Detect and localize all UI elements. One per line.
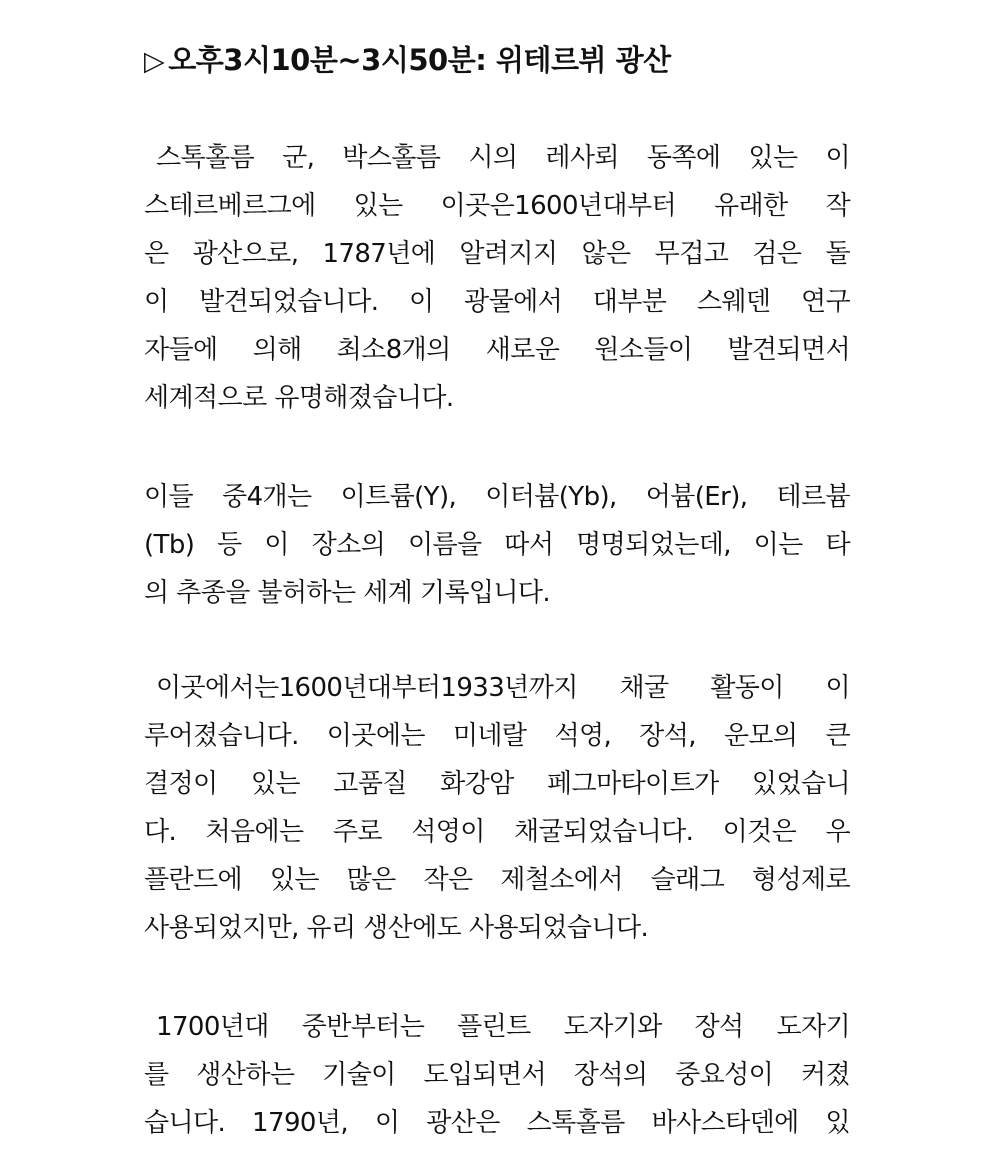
paragraph-line: 사용되었지만, 유리 생산에도 사용되었습니다. — [144, 913, 649, 943]
paragraph-line: 이 발견되었습니다. 이 광물에서 대부분 스웨덴 연구 — [144, 287, 850, 317]
paragraph-line: 습니다. 1790년, 이 광산은 스톡홀름 바사스타덴에 있 — [144, 1108, 850, 1138]
paragraph-line: 스테르베르그에 있는 이곳은1600년대부터 유래한 작 — [144, 191, 850, 221]
paragraph-line: 플란드에 있는 많은 작은 제철소에서 슬래그 형성제로 — [144, 865, 850, 895]
section-heading — [144, 38, 850, 84]
section-heading-text: 오후3시10분~3시50분: 위테르뷔 광산 — [168, 43, 671, 77]
paragraph-line: 다. 처음에는 주로 석영이 채굴되었습니다. 이것은 우 — [144, 817, 850, 847]
paragraph-1 — [144, 134, 850, 422]
paragraph-line: 결정이 있는 고품질 화강암 페그마타이트가 있었습니 — [144, 769, 850, 799]
paragraph-4 — [144, 1003, 850, 1147]
paragraph-line: 1700년대 중반부터는 플린트 도자기와 장석 도자기 — [156, 1012, 850, 1042]
paragraph-line: 를 생산하는 기술이 도입되면서 장석의 중요성이 커졌 — [144, 1060, 850, 1090]
paragraph-line: 이곳에서는1600년대부터1933년까지 채굴 활동이 이 — [156, 673, 850, 703]
paragraph-line: 세계적으로 유명해졌습니다. — [144, 383, 454, 413]
paragraph-3 — [144, 664, 850, 952]
paragraph-line: 루어졌습니다. 이곳에는 미네랄 석영, 장석, 운모의 큰 — [144, 721, 850, 751]
paragraph-line: (Tb) 등 이 장소의 이름을 따서 명명되었는데, 이는 타 — [144, 530, 850, 560]
paragraph-line: 자들에 의해 최소8개의 새로운 원소들이 발견되면서 — [144, 335, 850, 365]
paragraph-line: 의 추종을 불허하는 세계 기록입니다. — [144, 578, 551, 608]
paragraph-line: 이들 중4개는 이트륨(Y), 이터븀(Yb), 어븀(Er), 테르븀 — [144, 482, 850, 512]
paragraph-2 — [144, 473, 850, 617]
paragraph-line: 스톡홀름 군, 박스홀름 시의 레사뢰 동쪽에 있는 이 — [156, 143, 850, 173]
triangle-marker-icon: ▷ — [144, 46, 165, 77]
paragraph-line: 은 광산으로, 1787년에 알려지지 않은 무겁고 검은 돌 — [144, 239, 850, 269]
